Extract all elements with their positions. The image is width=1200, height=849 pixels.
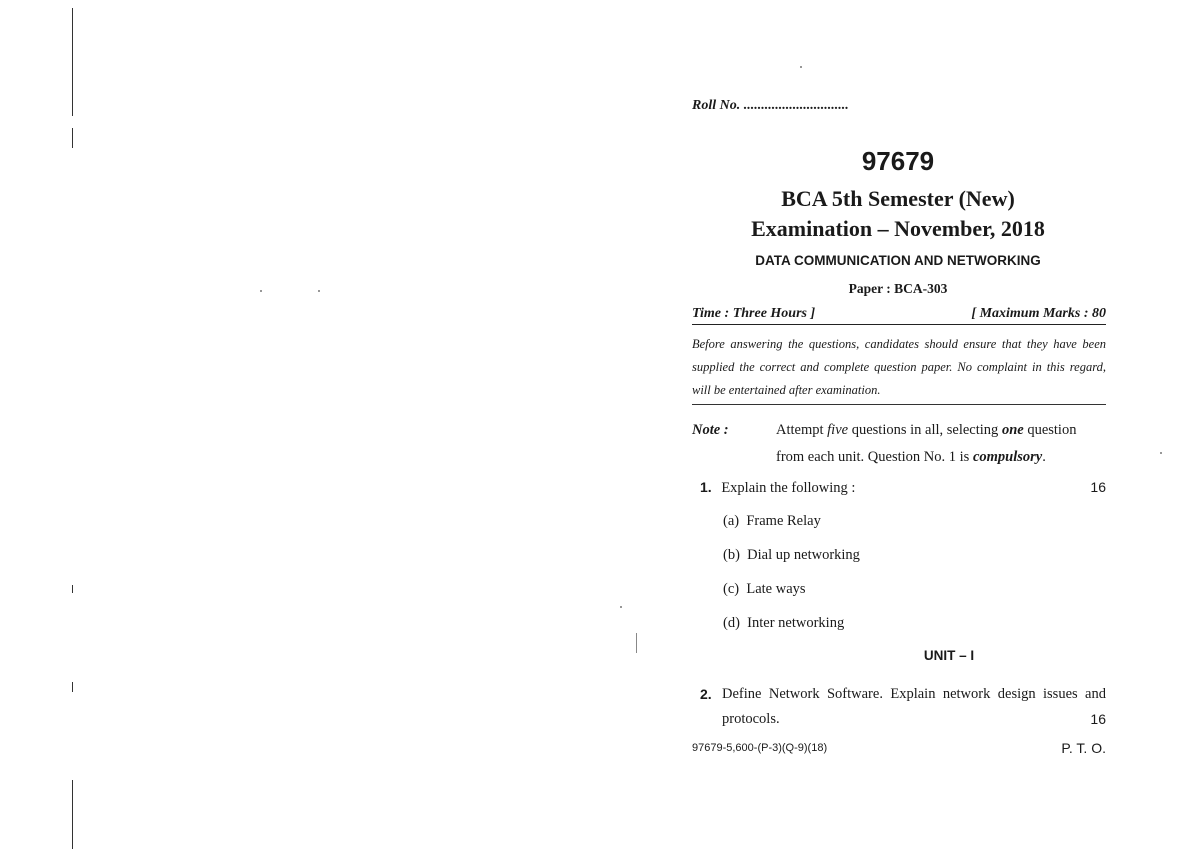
unit-heading: UNIT – I	[923, 648, 975, 663]
question-1	[700, 479, 1106, 497]
scan-edge-mark	[72, 585, 73, 593]
question-1-part	[723, 581, 806, 598]
part-label: (d)	[723, 615, 740, 631]
note-block	[692, 417, 1106, 465]
scan-edge-mark	[72, 8, 73, 116]
scan-gutter-mark	[636, 633, 637, 653]
note-text-part: questions in all, selecting	[848, 422, 1002, 438]
scan-edge-mark	[72, 780, 73, 849]
part-text: Late ways	[746, 581, 806, 597]
exam-title-line1: BCA 5th Semester (New)	[781, 186, 1015, 211]
scan-speck	[1160, 452, 1162, 454]
scan-edge-mark	[72, 128, 73, 148]
scan-speck	[318, 290, 320, 292]
note-text-part: Attempt	[776, 422, 828, 438]
roll-number-field: Roll No. ..............................	[692, 98, 849, 113]
part-text: Frame Relay	[746, 513, 821, 529]
maximum-marks: [ Maximum Marks : 80	[971, 306, 1106, 321]
question-text: Explain the following :	[721, 480, 856, 496]
note-emphasis-one: one	[1001, 422, 1024, 438]
scan-speck	[620, 606, 622, 608]
question-number: 1.	[700, 479, 712, 495]
question-marks: 16	[1090, 479, 1106, 495]
note-text-part: .	[1042, 449, 1046, 465]
subject-title: DATA COMMUNICATION AND NETWORKING	[755, 253, 1041, 268]
scan-edge-mark	[72, 682, 73, 692]
note-label: Note :	[692, 422, 729, 438]
part-label: (a)	[723, 513, 740, 529]
part-text: Inter networking	[747, 615, 845, 631]
paper-code: 97679	[861, 146, 935, 176]
time-allowed: Time : Three Hours ]	[692, 306, 816, 321]
scan-speck	[260, 290, 262, 292]
question-1-part	[723, 547, 860, 564]
question-marks: 16	[1090, 711, 1106, 727]
note-text-part: question from each unit. Question No. 1 is	[776, 422, 1077, 465]
question-2	[700, 682, 1106, 727]
part-label: (b)	[723, 547, 740, 563]
print-code: 97679-5,600-(P-3)(Q-9)(18)	[692, 742, 828, 754]
part-label: (c)	[723, 581, 740, 597]
note-emphasis-five: five	[827, 422, 849, 438]
note-text	[776, 417, 1106, 471]
question-number: 2.	[700, 686, 712, 702]
candidate-instructions: Before answering the questions, candidates should ensure that they have been supplied the correct and complete question paper. No complaint in this regard, will be entertained after examination.	[692, 337, 1106, 397]
please-turn-over: P. T. O.	[1061, 740, 1106, 756]
question-text: Define Network Software. Explain network design issues and protocols.	[722, 686, 1106, 727]
question-1-part	[723, 615, 844, 632]
paper-number: Paper : BCA-303	[848, 281, 948, 296]
time-marks-row	[692, 306, 1106, 325]
part-text: Dial up networking	[747, 547, 860, 563]
scan-speck	[800, 66, 802, 68]
question-1-part	[723, 513, 821, 530]
exam-title-line2: Examination – November, 2018	[751, 216, 1045, 241]
note-emphasis-compulsory: compulsory	[972, 449, 1043, 465]
instructions-divider	[692, 404, 1106, 405]
